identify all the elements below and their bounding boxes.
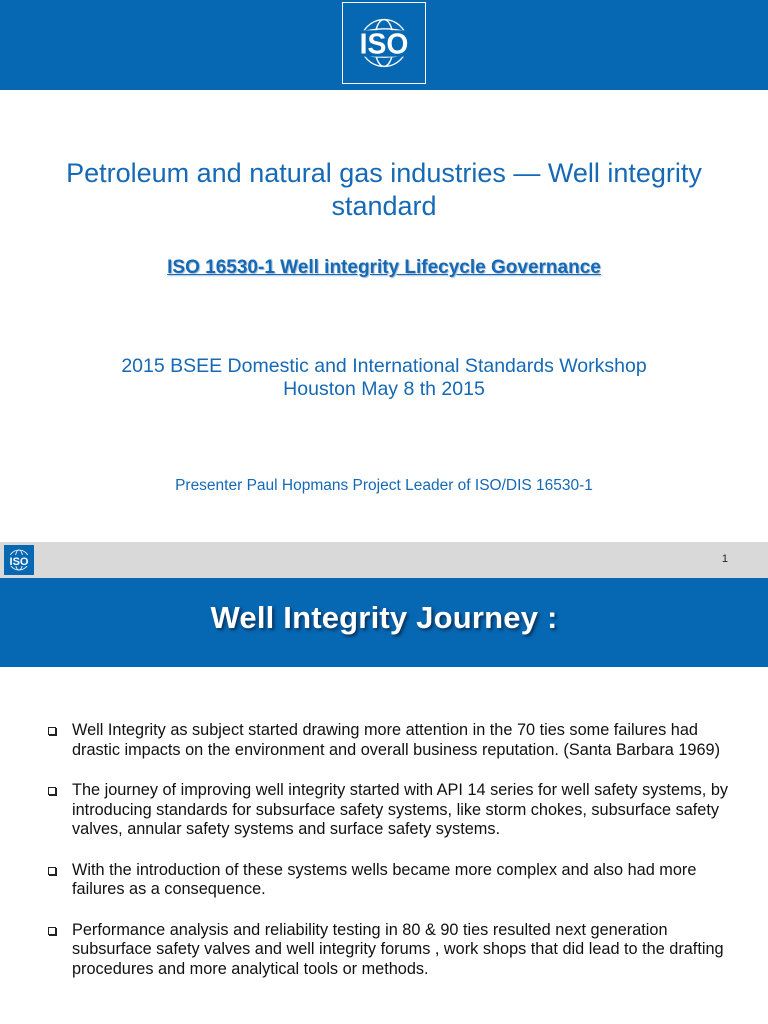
bullet-text: Performance analysis and reliability testing in 80 & 90 ties resulted next generation subsurface safety valves and well integrity forums , work shops that did lead to the drafting procedures and more analytical tools or methods. xyxy=(72,920,724,978)
list-item xyxy=(48,921,738,980)
iso-logo-text: ISO xyxy=(359,27,409,60)
iso-logo xyxy=(342,2,426,84)
bullet-text: With the introduction of these systems wells became more complex and also had more failures as a consequence. xyxy=(72,860,697,898)
slide2-header-bar xyxy=(0,578,768,667)
bullet-text: The journey of improving well integrity started with API 14 series for well safety systems, by introducing standards for subsurface safety systems, like storm chokes, subsurface safety valves, annular safety systems and surface safety systems. xyxy=(72,781,729,838)
iso-globe-icon xyxy=(343,3,425,83)
slide1-header-bar xyxy=(0,0,768,90)
event-line-2: Houston May 8 th 2015 xyxy=(283,378,485,400)
square-bullet-icon xyxy=(48,867,56,875)
event-line-1: 2015 BSEE Domestic and International Standards Workshop xyxy=(121,355,647,377)
slide1-title: Petroleum and natural gas industries — Well integrity standard xyxy=(66,158,702,221)
list-item xyxy=(48,861,738,900)
slide2-bullet-list xyxy=(48,721,738,1000)
slide1-presenter: Presenter Paul Hopmans Project Leader of ISO/DIS 16530-1 xyxy=(175,477,593,494)
slide1-subtitle-link[interactable]: ISO 16530-1 Well integrity Lifecycle Governance xyxy=(167,257,601,278)
page-number: 1 xyxy=(721,553,728,565)
footer-logo-text: ISO xyxy=(9,556,29,568)
slide1-footer xyxy=(0,542,768,578)
slide1-event-info xyxy=(60,355,708,401)
iso-globe-icon-small xyxy=(4,545,34,575)
bullet-text: Well Integrity as subject started drawing more attention in the 70 ties some failures had drastic impacts on the environment and overall business reputation. (Santa Barbara 1969) xyxy=(72,721,720,759)
square-bullet-icon xyxy=(48,727,56,735)
list-item xyxy=(48,781,738,840)
footer-iso-logo xyxy=(4,545,34,575)
square-bullet-icon xyxy=(48,927,56,935)
square-bullet-icon xyxy=(48,787,56,795)
slide2-title: Well Integrity Journey : xyxy=(210,600,558,635)
list-item xyxy=(48,721,738,760)
